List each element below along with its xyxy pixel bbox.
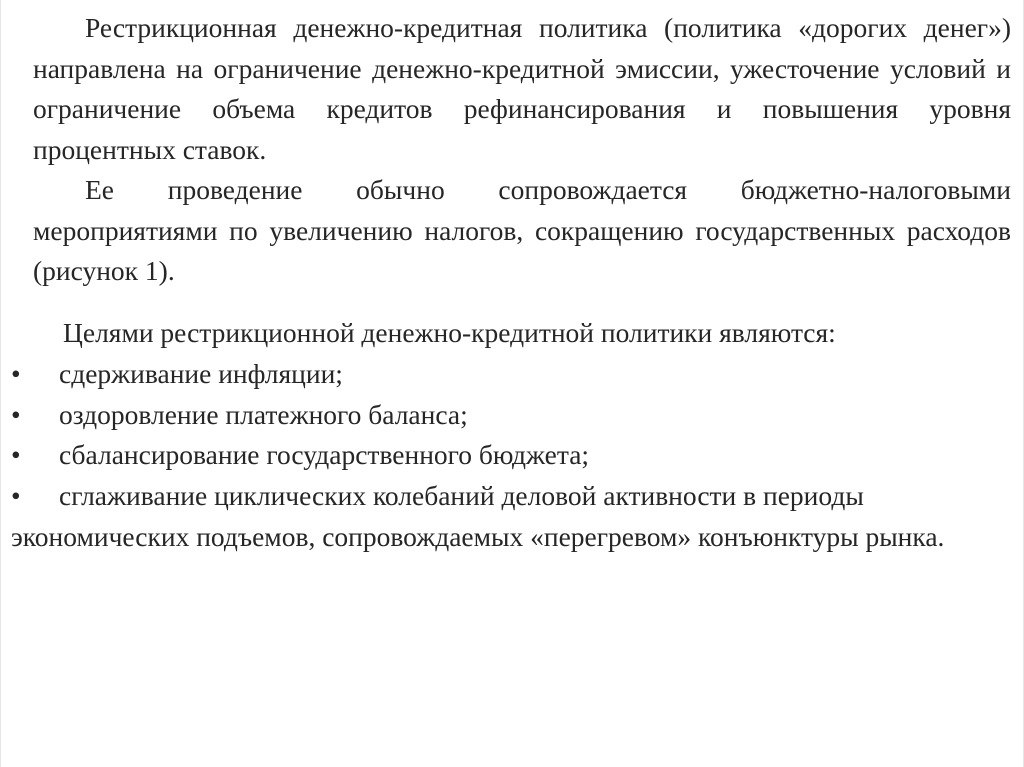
goal-item-text: сглаживание циклических колебаний деловой активности в периоды экономических подъемов, сопровождаемых «перегревом» конъюнктуры рынка. (11, 480, 945, 552)
goal-item (11, 395, 1011, 436)
goal-item-text: оздоровление платежного баланса; (59, 398, 468, 430)
policy-definition-paragraph: Рестрикционная денежно-кредитная политика (политика «дорогих денег») направлена на ограничение денежно-кредитной эмиссии, ужесточение условий и ограничение объема кредитов рефинансирования и повышения уровня процентных ставок. (33, 12, 1011, 165)
bullet-icon: • (11, 439, 21, 471)
goal-item (11, 476, 1011, 558)
policy-description (33, 8, 1011, 292)
policy-goals (11, 313, 1011, 558)
goal-item (11, 435, 1011, 476)
bullet-icon: • (11, 398, 21, 430)
goal-item (11, 354, 1011, 395)
goal-item-text: сдерживание инфляции; (59, 357, 343, 389)
policy-measures-paragraph: Ее проведение обычно сопровождается бюджетно-налоговыми мероприятиями по увеличению налогов, сокращению государственных расходов (рисунок 1). (33, 174, 1011, 286)
bullet-icon: • (11, 357, 21, 389)
bullet-icon: • (11, 480, 21, 512)
goals-lead-text: Целями рестрикционной денежно-кредитной политики являются: (63, 317, 836, 348)
goal-item-text: сбалансирование государственного бюджета; (59, 439, 590, 471)
